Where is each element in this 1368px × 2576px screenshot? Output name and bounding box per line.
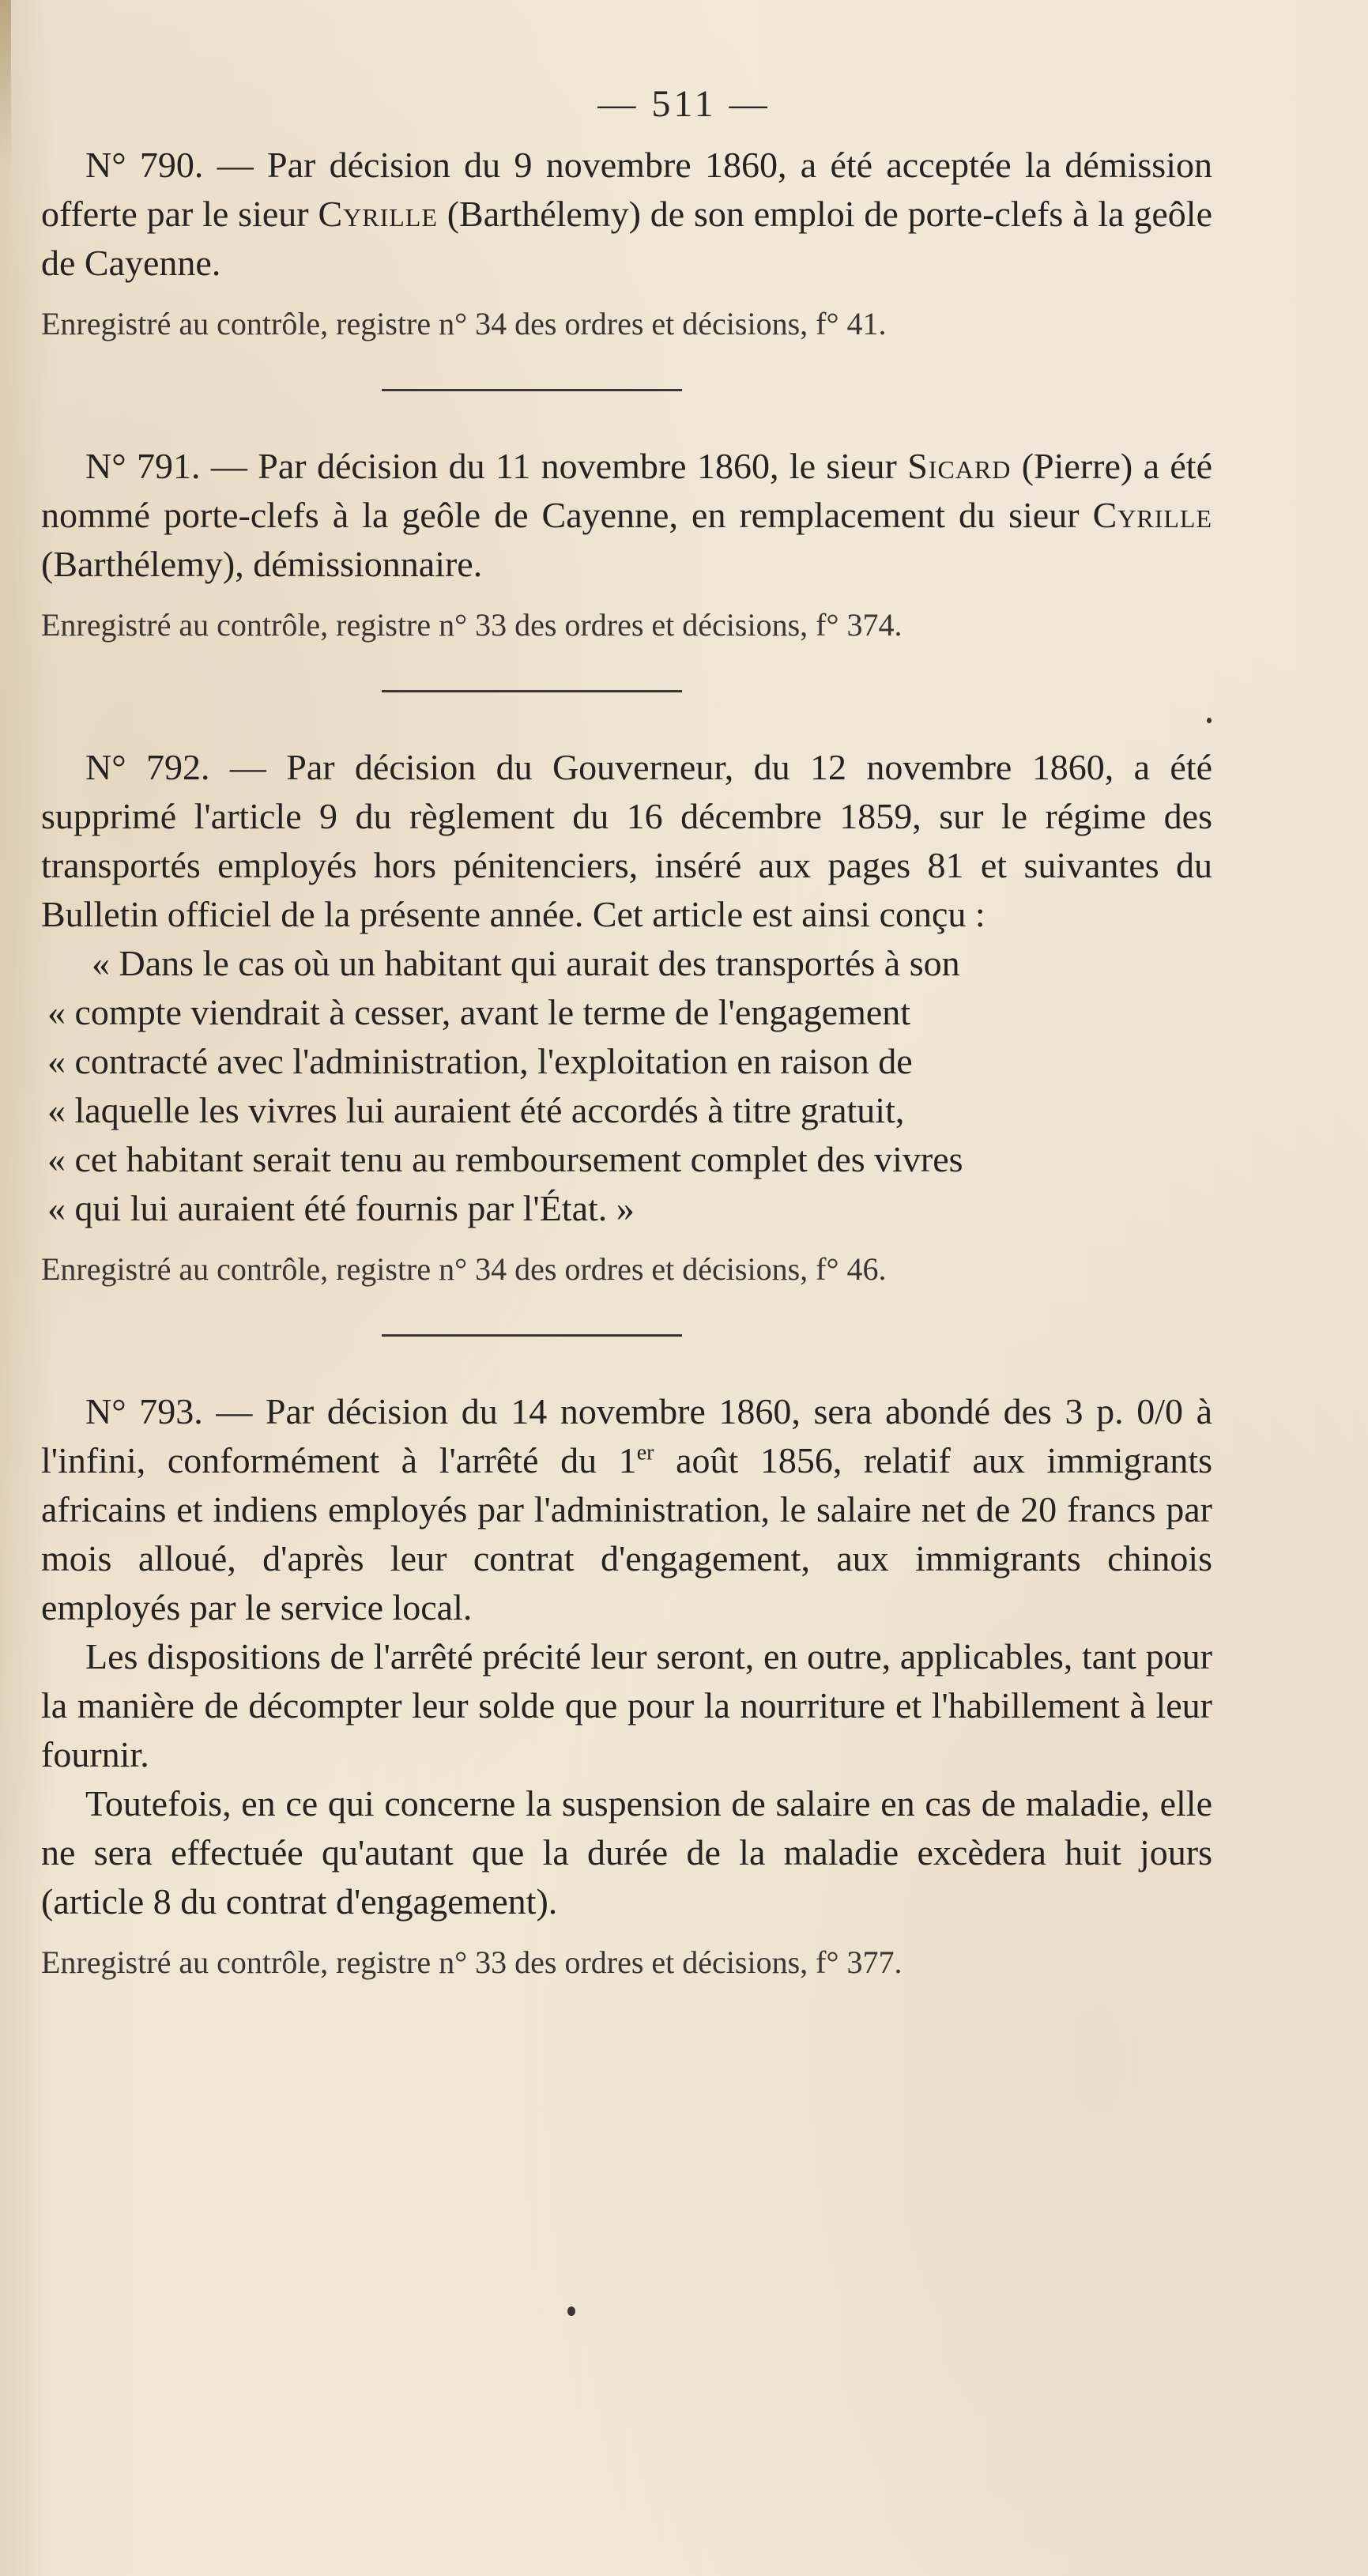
registration-note: Enregistré au contrôle, registre n° 34 des ordres et décisions, f° 46.: [41, 1251, 887, 1287]
registration-note: Enregistré au contrôle, registre n° 33 des ordres et décisions, f° 374.: [41, 607, 903, 643]
registration-note: Enregistré au contrôle, registre n° 34 des ordres et décisions, f° 41.: [41, 306, 887, 341]
person-name: Cyrille: [1092, 495, 1212, 535]
ink-speck: [567, 2306, 575, 2316]
entry-paragraph: Les dispositions de l'arrêté précité leur seront, en outre, applicables, tant pour la manière de décompter leur solde que pour la nourriture et l'habillement à leur fournir.: [41, 1636, 1212, 1775]
separator-rule: [382, 690, 682, 692]
quote-line: « qui lui auraient été fournis par l'État. »: [47, 1188, 635, 1228]
quote-line: « contracté avec l'administration, l'exploitation en raison de: [47, 1041, 913, 1081]
page-number: — 511 —: [597, 83, 771, 125]
entry-number: N° 791.: [85, 446, 201, 486]
ink-speck: [1207, 718, 1212, 723]
quote-line: « laquelle les vivres lui auraient été accordés à titre gratuit,: [47, 1090, 905, 1130]
quote-line: « Dans le cas où un habitant qui aurait des transportés à son: [92, 943, 960, 983]
entry-text: N° 793. — Par décision du 14 novembre 1860, sera abondé des 3 p. 0/0 à l'infini, conformément à l'arrêté du 1er août 1856, relatif aux immigrants africains et indiens employés par l'administration, le salaire net de 20 francs par mois alloué, d'après leur contrat d'engagement, aux immigrants chinois employés par le service local.: [41, 1391, 1212, 1627]
page-body: [41, 141, 1212, 1985]
entry-793: [41, 1387, 1212, 1985]
entry-792: [41, 743, 1212, 1292]
separator-rule: [382, 389, 682, 391]
separator-rule: [382, 1334, 682, 1337]
quote-line: « cet habitant serait tenu au remboursement complet des vivres: [47, 1139, 963, 1179]
entry-number: N° 792.: [85, 747, 210, 787]
entry-text: N° 792. — Par décision du Gouverneur, du 12 novembre 1860, a été supprimé l'article 9 du règlement du 16 décembre 1859, sur le régime des transportés employés hors pénitenciers, inséré aux pages 81 et suivantes du Bulletin officiel de la présente année. Cet article est ainsi conçu :: [41, 747, 1212, 934]
person-name: Cyrille: [318, 194, 438, 234]
quote-line: « compte viendrait à cesser, avant le terme de l'engagement: [47, 992, 911, 1032]
entry-text: N° 790. — Par décision du 9 novembre 1860, a été acceptée la démission offerte par le sieur Cyrille (Barthélemy) de son emploi de porte-clefs à la geôle de Cayenne.: [41, 145, 1213, 283]
entry-790: [41, 141, 1212, 346]
quoted-article: [41, 939, 1212, 1233]
entry-text: N° 791. — Par décision du 11 novembre 1860, le sieur Sicard (Pierre) a été nommé porte-clefs à la geôle de Cayenne, en remplacement du sieur Cyrille (Barthélemy), démissionnaire.: [41, 446, 1212, 584]
entry-791: [41, 442, 1212, 647]
registration-note: Enregistré au contrôle, registre n° 33 des ordres et décisions, f° 377.: [41, 1944, 903, 1980]
entry-paragraph: Toutefois, en ce qui concerne la suspension de salaire en cas de maladie, elle ne sera effectuée qu'autant que la durée de la maladie excèdera huit jours (article 8 du contrat d'engagement).: [41, 1783, 1212, 1922]
entry-number: N° 793.: [85, 1391, 203, 1431]
person-name: Sicard: [907, 446, 1012, 486]
entry-number: N° 790.: [85, 145, 204, 185]
